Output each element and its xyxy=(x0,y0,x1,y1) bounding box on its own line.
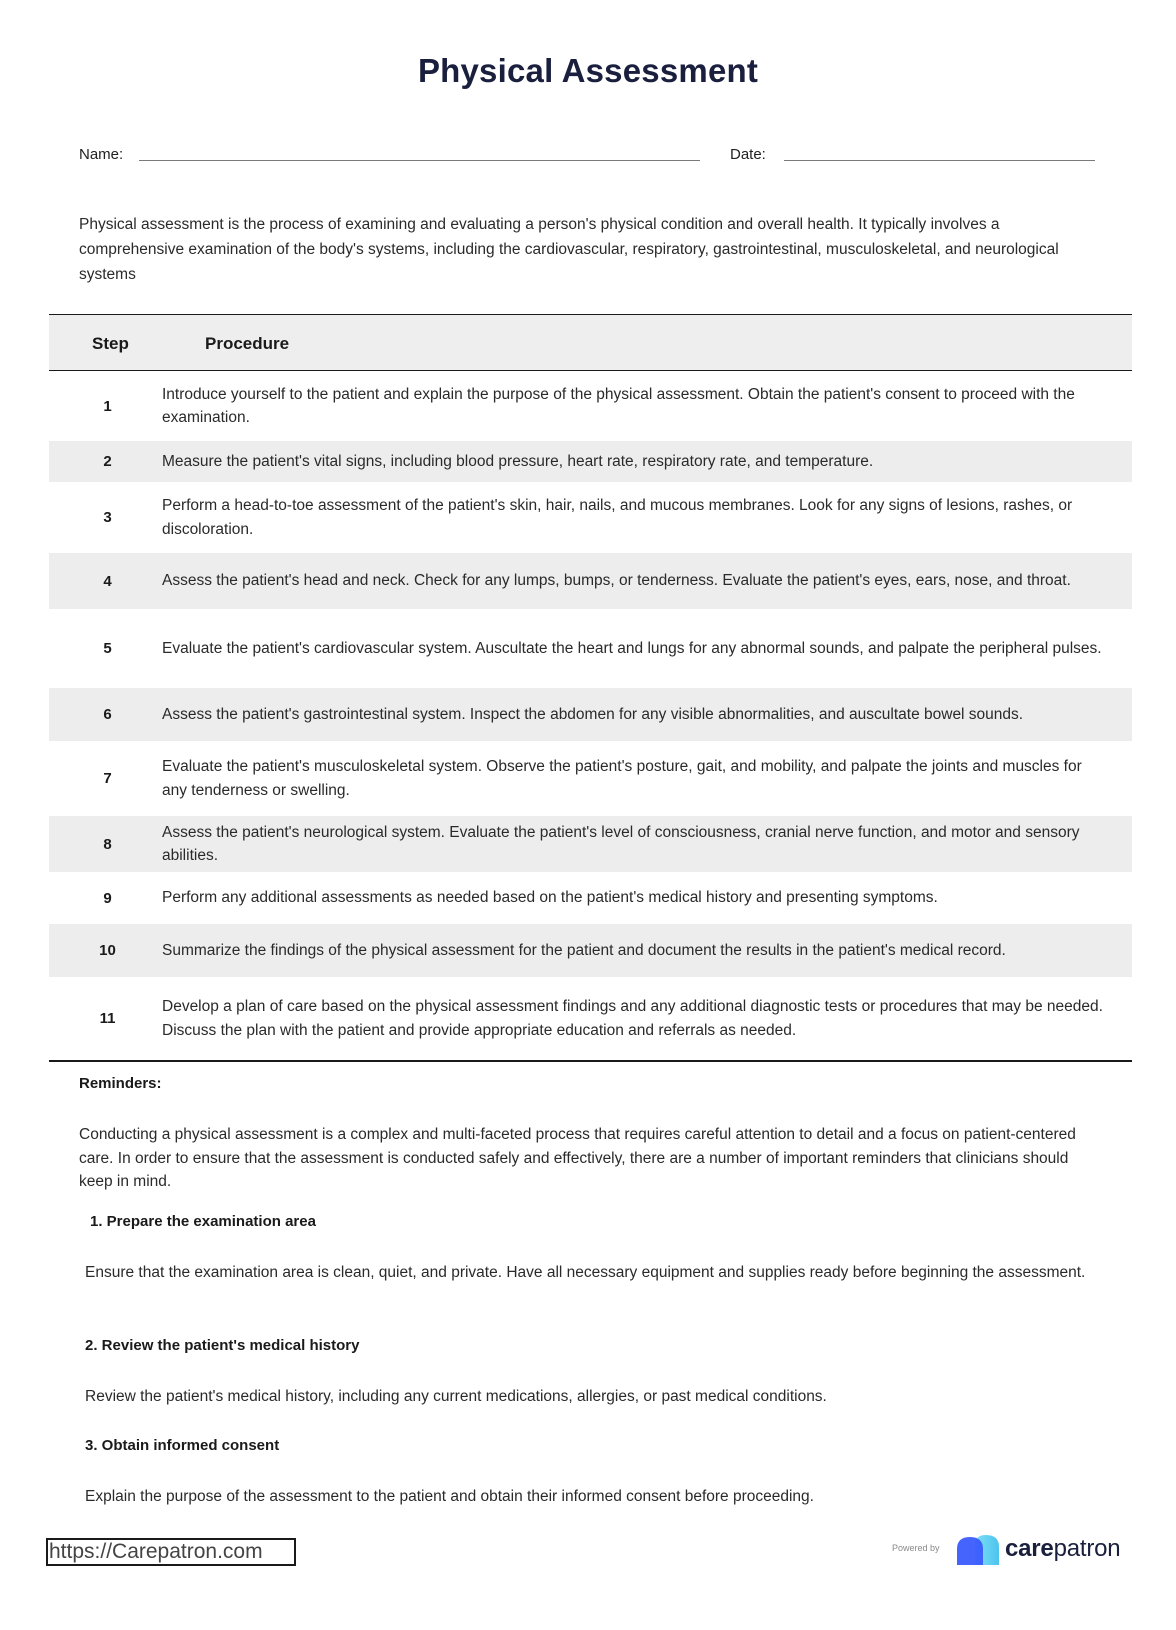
date-field[interactable] xyxy=(784,160,1095,161)
table-row xyxy=(49,553,1132,609)
step-number: 11 xyxy=(99,1010,116,1027)
procedure-text: Assess the patient's head and neck. Check for any lumps, bumps, or tenderness. Evaluate the patient's eyes, ears, nose, and throat. xyxy=(162,572,1071,590)
table-row xyxy=(49,872,1132,924)
table-header xyxy=(49,314,1132,371)
table-row xyxy=(49,371,1132,441)
table-row xyxy=(49,924,1132,977)
reminders-heading: Reminders: xyxy=(79,1075,162,1092)
header-procedure: Procedure xyxy=(205,334,290,353)
powered-by-label: Powered by xyxy=(892,1543,940,1553)
reminder-title: 1. Prepare the examination area xyxy=(90,1213,316,1230)
step-number: 2 xyxy=(103,453,112,470)
procedure-text: Assess the patient's gastrointestinal system. Inspect the abdomen for any visible abnormalities, and auscultate bowel sounds. xyxy=(162,705,1024,723)
reminders-intro: Conducting a physical assessment is a complex and multi-faceted process that requires careful attention to detail and a focus on patient-centered care. In order to ensure that the assessment is conducted safely and effectively, there are a number of important reminders that clinicians should keep in mind. xyxy=(79,1126,1076,1190)
step-number: 6 xyxy=(103,706,112,723)
page-title: Physical Assessment xyxy=(417,52,759,89)
table-row xyxy=(49,816,1132,872)
name-label: Name: xyxy=(79,146,124,163)
procedure-text: Evaluate the patient's cardiovascular system. Auscultate the heart and lungs for any abnormal sounds, and palpate the peripheral pulses. xyxy=(162,639,1102,657)
carepatron-logo-icon xyxy=(955,1533,1003,1567)
procedure-text: Assess the patient's neurological system. Evaluate the patient's level of consciousness, cranial nerve function, and motor and sensory abilities. xyxy=(162,823,1080,864)
table-bottom-rule xyxy=(49,1060,1132,1062)
step-number: 8 xyxy=(103,835,112,853)
reminder-title: 3. Obtain informed consent xyxy=(85,1437,280,1454)
table-row xyxy=(49,441,1132,482)
table-row xyxy=(49,609,1132,688)
procedure-text: Perform a head-to-toe assessment of the patient's skin, hair, nails, and mucous membranes. Look for any signs of lesions, rashes, or discoloration. xyxy=(162,497,1073,538)
reminder-text: Ensure that the examination area is clean, quiet, and private. Have all necessary equipment and supplies ready before beginning the assessment. xyxy=(85,1264,1086,1281)
step-number: 4 xyxy=(103,572,112,590)
step-number: 7 xyxy=(103,770,112,787)
reminder-text: Review the patient's medical history, including any current medications, allergies, or past medical conditions. xyxy=(85,1388,827,1405)
procedure-text: Develop a plan of care based on the physical assessment findings and any additional diagnostic tests or procedures that may be needed. Discuss the plan with the patient and provide appropriate education and referrals as needed. xyxy=(162,998,1103,1039)
procedure-text: Summarize the findings of the physical assessment for the patient and document the results in the patient's medical record. xyxy=(162,941,1006,959)
brand-light: patron xyxy=(1053,1535,1121,1562)
procedure-text: Perform any additional assessments as needed based on the patient's medical history and presenting symptoms. xyxy=(162,889,938,907)
date-label: Date: xyxy=(730,146,766,163)
table-row xyxy=(49,482,1132,553)
procedure-text: Introduce yourself to the patient and explain the purpose of the physical assessment. Obtain the patient's consent to proceed with the examination. xyxy=(162,385,1075,426)
procedure-text: Evaluate the patient's musculoskeletal system. Observe the patient's posture, gait, and mobility, and palpate the joints and muscles for any tenderness or swelling. xyxy=(162,758,1082,799)
procedure-table xyxy=(49,314,1132,1062)
header-step: Step xyxy=(92,334,129,353)
reminder-title: 2. Review the patient's medical history xyxy=(85,1337,360,1354)
carepatron-wordmark xyxy=(1005,1535,1120,1563)
reminder-text: Explain the purpose of the assessment to the patient and obtain their informed consent before proceeding. xyxy=(85,1488,814,1505)
table-row xyxy=(49,688,1132,741)
intro-paragraph: Physical assessment is the process of examining and evaluating a person's physical condition and overall health. It typically involves a comprehensive examination of the body's systems, including the cardiovascular, respiratory, gastrointestinal, musculoskeletal, and neurological systems xyxy=(79,216,1059,283)
carepatron-link[interactable]: https://Carepatron.com xyxy=(46,1538,296,1566)
table-row xyxy=(49,977,1132,1060)
step-number: 3 xyxy=(103,509,112,526)
step-number: 10 xyxy=(99,942,116,959)
step-number: 1 xyxy=(103,397,112,415)
step-number: 9 xyxy=(103,889,112,907)
step-number: 5 xyxy=(103,640,112,657)
table-row xyxy=(49,741,1132,816)
name-field[interactable] xyxy=(139,160,700,161)
procedure-text: Measure the patient's vital signs, including blood pressure, heart rate, respiratory rate, and temperature. xyxy=(162,452,874,470)
brand-bold: care xyxy=(1005,1535,1054,1562)
